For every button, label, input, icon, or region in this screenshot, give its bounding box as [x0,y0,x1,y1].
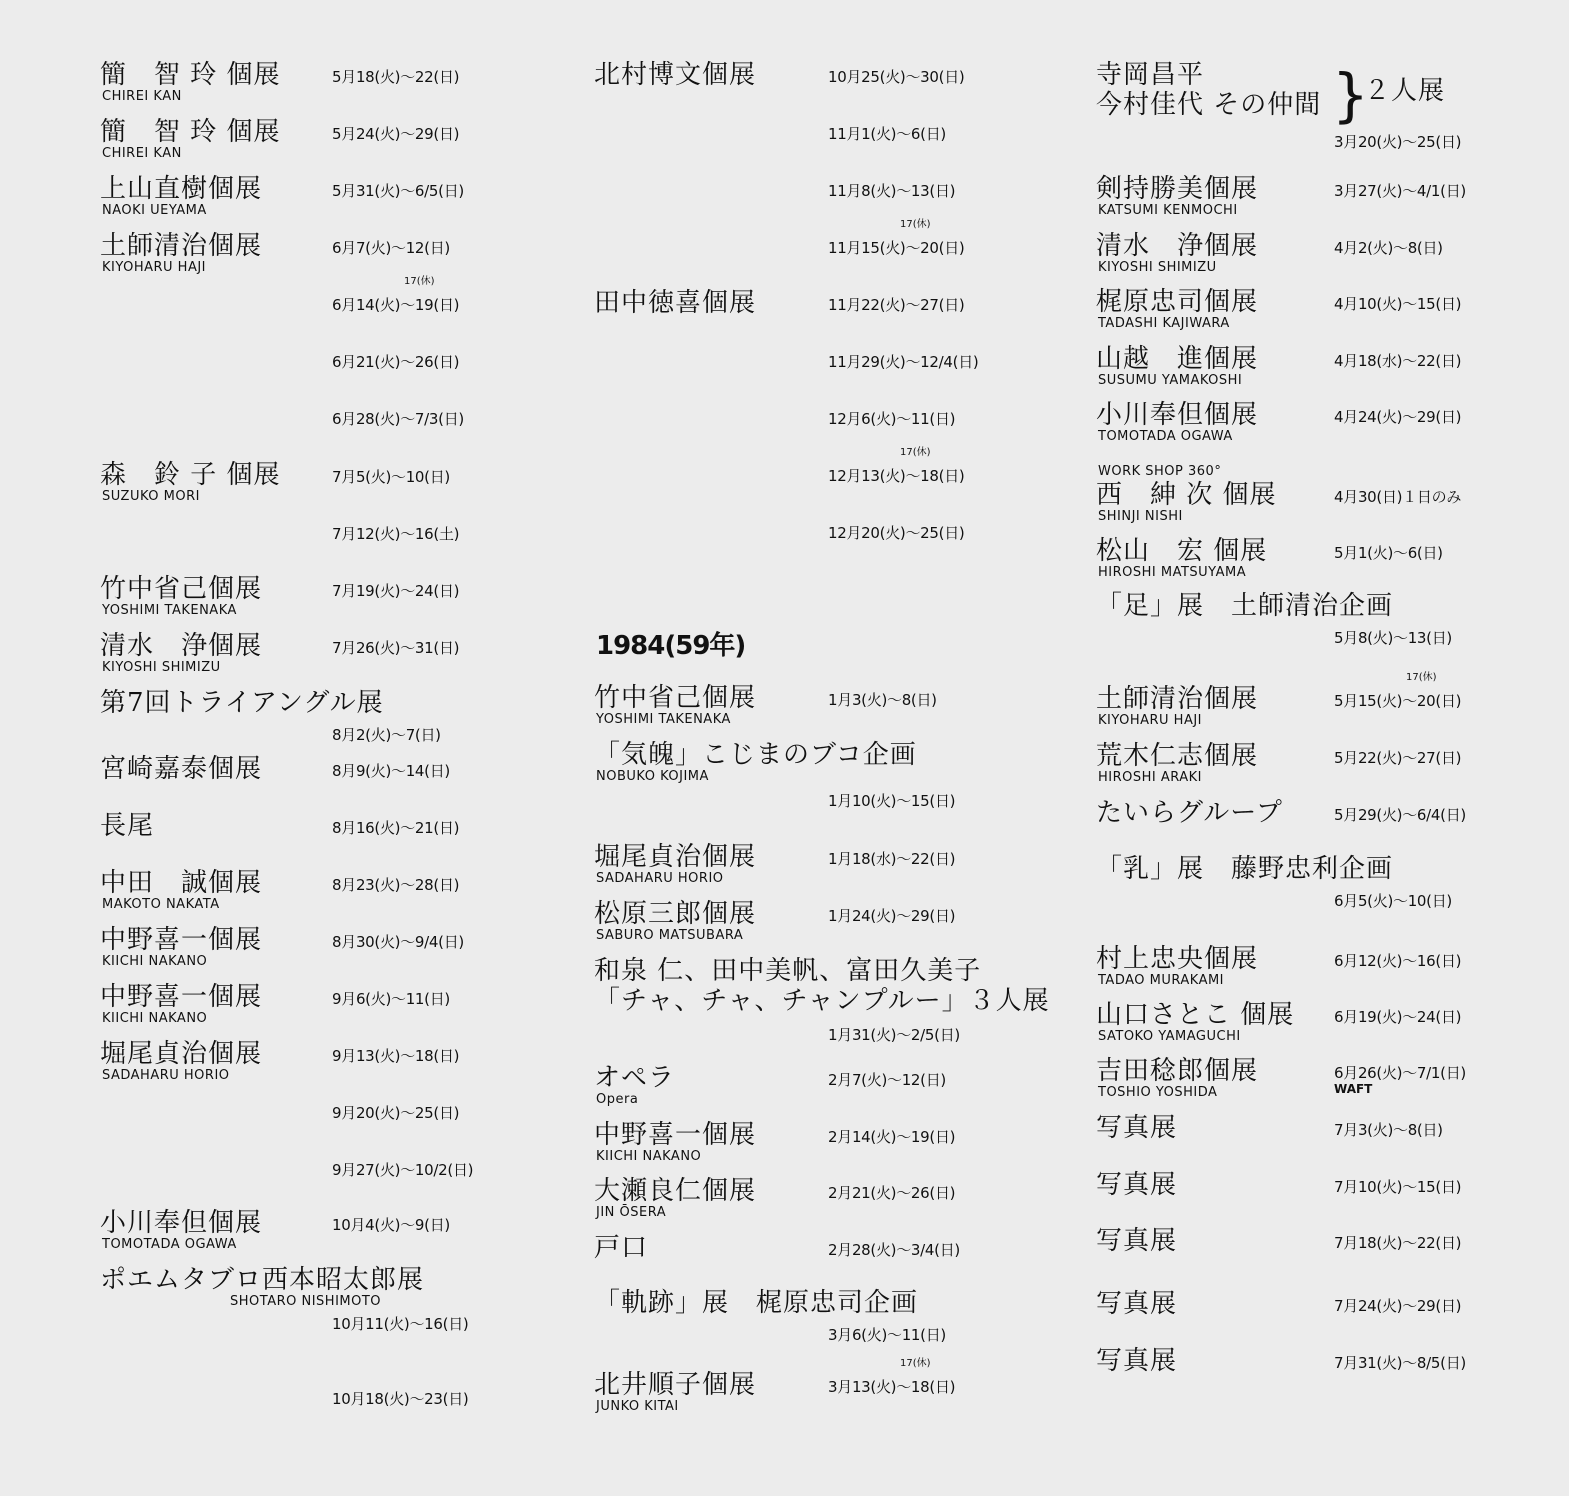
entry-date: 5月22(火)〜27(日) [1334,749,1462,767]
entry-date: 9月27(火)〜10/2(日) [332,1161,474,1179]
entry-romaji: MAKOTO NAKATA [102,897,220,912]
entry-title: 小川奉但個展 [100,1208,263,1238]
entry-date: 1月24(火)〜29(日) [828,907,956,925]
entry-date: 6月19(火)〜24(日) [1334,1008,1462,1026]
duo-line-2: 今村佳代 その仲間 [1096,90,1322,120]
entry-date: 7月12(火)〜16(土) [332,525,460,543]
entry-date: 7月3(火)〜8(日) [1334,1121,1443,1139]
entry-title: 北井順子個展 [594,1370,757,1400]
entry-title: 写真展 [1096,1226,1178,1256]
entry-date: 6月14(火)〜19(日) [332,296,460,314]
entry-romaji: YOSHIMI TAKENAKA [596,712,731,727]
entry-date: 6月26(火)〜7/1(日) [1334,1064,1466,1082]
entry-title: ポエムタブロ西本昭太郎展 [100,1265,425,1295]
entry-date: 11月15(火)〜20(日) [828,239,965,257]
entry-romaji: Opera [596,1092,639,1107]
entry-date: 8月9(火)〜14(日) [332,762,450,780]
entry-date: 6月7(火)〜12(日) [332,239,450,257]
entry-date: 8月2(火)〜7(日) [332,726,441,744]
entry-title: 松原三郎個展 [594,899,757,929]
entry-date: 6月28(火)〜7/3(日) [332,410,464,428]
entry-date: 10月25(火)〜30(日) [828,68,965,86]
entry-date: 2月21(火)〜26(日) [828,1184,956,1202]
entry-title: 簡 智 玲 個展 [100,60,281,90]
entry-date: 11月8(火)〜13(日) [828,182,956,200]
entry-title: 長尾 [100,811,155,841]
entry-title: 松山 宏 個展 [1096,536,1268,566]
entry-date: 8月23(火)〜28(日) [332,876,460,894]
entry-romaji: JUNKO KITAI [596,1399,679,1414]
entry-title: 中野喜一個展 [100,925,263,955]
entry-title: たいらグループ [1096,798,1283,828]
entry-title: 「軌跡」展 梶原忠司企画 [594,1288,919,1318]
entry-romaji: SADAHARU HORIO [596,871,724,886]
brace-glyph: } [1332,61,1369,129]
entry-romaji: CHIREI KAN [102,146,182,161]
entry-holiday-note: 17(休) [1406,672,1437,683]
entry-title: 山越 進個展 [1096,344,1259,374]
entry-date: 12月6(火)〜11(日) [828,410,956,428]
entry-title: 宮崎嘉泰個展 [100,754,263,784]
entry-date: 5月24(火)〜29(日) [332,125,460,143]
entry-romaji: KIYOSHI SHIMIZU [102,660,221,675]
entry-romaji: KIYOHARU HAJI [102,260,207,275]
entry-romaji: TOMOTADA OGAWA [1098,429,1233,444]
entry-date: 5月18(火)〜22(日) [332,68,460,86]
entry-title: 戸口 [594,1233,649,1263]
entry-title: 清水 浄個展 [100,631,263,661]
entry-romaji: HIROSHI ARAKI [1098,770,1203,785]
entry-date: 7月5(火)〜10(日) [332,468,450,486]
entry-romaji: SABURO MATSUBARA [596,928,744,943]
entry-date: 3月6(火)〜11(日) [828,1326,946,1344]
entry-date: 6月21(火)〜26(日) [332,353,460,371]
entry-date: 5月1(火)〜6(日) [1334,544,1443,562]
entry-romaji: HIROSHI MATSUYAMA [1098,565,1247,580]
entry-date: 4月30(日)１日のみ [1334,488,1462,506]
entry-romaji: SATOKO YAMAGUCHI [1098,1029,1241,1044]
entry-romaji: SUZUKO MORI [102,489,200,504]
entry-date: 7月19(火)〜24(日) [332,582,460,600]
entry-date: 5月31(火)〜6/5(日) [332,182,464,200]
entry-date: 8月16(火)〜21(日) [332,819,460,837]
entry-date: 6月12(火)〜16(日) [1334,952,1462,970]
entry-romaji: TOSHIO YOSHIDA [1098,1085,1218,1100]
entry-title: 堀尾貞治個展 [100,1039,263,1069]
entry-title: 中野喜一個展 [100,982,263,1012]
entry-romaji: NOBUKO KOJIMA [596,769,709,784]
entry-date: 11月1(火)〜6(日) [828,125,946,143]
entry-title: 剣持勝美個展 [1096,174,1259,204]
entry-title: 清水 浄個展 [1096,231,1259,261]
entry-date: 4月10(火)〜15(日) [1334,295,1462,313]
entry-title: 西 紳 次 個展 [1096,480,1277,510]
entry-date: 4月24(火)〜29(日) [1334,408,1462,426]
entry-date: 3月27(火)〜4/1(日) [1334,182,1466,200]
entry-romaji: SUSUMU YAMAKOSHI [1098,373,1243,388]
entry-title: 小川奉但個展 [1096,400,1259,430]
entry-venue: WAFT [1334,1082,1373,1096]
entry-date: 9月20(火)〜25(日) [332,1104,460,1122]
entry-title: 土師清治個展 [1096,684,1259,714]
entry-romaji: SHOTARO NISHIMOTO [230,1294,382,1309]
entry-title-line-2: 「チャ、チャ、チャンプルー」３人展 [594,986,1050,1016]
entry-romaji: SADAHARU HORIO [102,1068,230,1083]
entry-holiday-note: 17(休) [900,447,931,458]
entry-date: 10月18(火)〜23(日) [332,1390,469,1408]
entry-date: 11月29(火)〜12/4(日) [828,353,979,371]
entry-title: 和泉 仁、田中美帆、富田久美子 [594,956,982,986]
entry-date: 1月10(火)〜15(日) [828,792,956,810]
entry-title: 村上忠央個展 [1096,944,1259,974]
entry-title: 第7回トライアングル展 [100,688,384,718]
entry-title: 吉田稔郎個展 [1096,1056,1259,1086]
entry-date: 3月20(火)〜25(日) [1334,133,1462,151]
entry-romaji: KATSUMI KENMOCHI [1098,203,1238,218]
entry-title: 簡 智 玲 個展 [100,117,281,147]
entry-date: 7月10(火)〜15(日) [1334,1178,1462,1196]
entry-romaji: YOSHIMI TAKENAKA [102,603,237,618]
entry-romaji: TADAO MURAKAMI [1098,973,1225,988]
entry-title: 荒木仁志個展 [1096,741,1259,771]
entry-title: 梶原忠司個展 [1096,287,1259,317]
duo-line-1: 寺岡昌平 [1096,60,1205,90]
entry-date: 1月31(火)〜2/5(日) [828,1026,960,1044]
entry-date: 12月13(火)〜18(日) [828,467,965,485]
entry-title: 「気魄」こじまのブコ企画 [594,740,917,770]
entry-holiday-note: 17(休) [404,276,435,287]
entry-romaji: TADASHI KAJIWARA [1098,316,1230,331]
entry-date: 12月20(火)〜25(日) [828,524,965,542]
entry-title: 写真展 [1096,1170,1178,1200]
entry-date: 2月7(火)〜12(日) [828,1071,946,1089]
entry-date: 7月26(火)〜31(日) [332,639,460,657]
entry-title: 「乳」展 藤野忠利企画 [1096,854,1394,884]
entry-title: 土師清治個展 [100,231,263,261]
entry-title: 北村博文個展 [594,60,757,90]
entry-date: 4月18(水)〜22(日) [1334,352,1462,370]
entry-romaji: CHIREI KAN [102,89,182,104]
column-2 [594,0,1094,1496]
entry-date: 5月29(火)〜6/4(日) [1334,806,1466,824]
entry-preheading: WORK SHOP 360° [1098,464,1222,479]
entry-date: 1月18(水)〜22(日) [828,850,956,868]
entry-holiday-note: 17(休) [900,1358,931,1369]
entry-romaji: JIN ŌSERA [596,1205,667,1220]
entry-title: 写真展 [1096,1346,1178,1376]
entry-title: 竹中省己個展 [594,683,757,713]
entry-title: 竹中省己個展 [100,574,263,604]
entry-title: オペラ [594,1063,676,1093]
entry-romaji: TOMOTADA OGAWA [102,1237,237,1252]
entry-date: 5月8(火)〜13(日) [1334,629,1452,647]
entry-title: 中田 誠個展 [100,868,263,898]
entry-date: 10月4(火)〜9(日) [332,1216,450,1234]
entry-date: 7月24(火)〜29(日) [1334,1297,1462,1315]
entry-romaji: NAOKI UEYAMA [102,203,207,218]
entry-date: 9月13(火)〜18(日) [332,1047,460,1065]
entry-title: 上山直樹個展 [100,174,263,204]
entry-romaji: KIYOSHI SHIMIZU [1098,260,1217,275]
year-heading: 1984(59年) [596,631,746,661]
entry-title: 山口さとこ 個展 [1096,1000,1295,1030]
duo-label: ２人展 [1364,76,1446,106]
entry-date: 4月2(火)〜8(日) [1334,239,1443,257]
entry-title: 中野喜一個展 [594,1120,757,1150]
entry-date: 9月6(火)〜11(日) [332,990,450,1008]
entry-title: 「足」展 土師清治企画 [1096,591,1394,621]
entry-romaji: SHINJI NISHI [1098,509,1183,524]
entry-date: 7月31(火)〜8/5(日) [1334,1354,1466,1372]
entry-date: 6月5(火)〜10(日) [1334,892,1452,910]
entry-holiday-note: 17(休) [900,219,931,230]
entry-title: 堀尾貞治個展 [594,842,757,872]
entry-romaji: KIICHI NAKANO [596,1149,702,1164]
entry-date: 3月13(火)〜18(日) [828,1378,956,1396]
entry-title: 写真展 [1096,1289,1178,1319]
entry-title: 田中徳喜個展 [594,288,757,318]
entry-romaji: KIICHI NAKANO [102,1011,208,1026]
entry-date: 10月11(火)〜16(日) [332,1315,469,1333]
column-3 [1096,0,1569,1496]
entry-title: 森 鈴 子 個展 [100,460,281,490]
entry-date: 7月18(火)〜22(日) [1334,1234,1462,1252]
entry-date: 1月3(火)〜8(日) [828,691,937,709]
column-1 [100,0,600,1496]
entry-date: 2月14(火)〜19(日) [828,1128,956,1146]
entry-title: 大瀬良仁個展 [594,1176,757,1206]
entry-title: 写真展 [1096,1113,1178,1143]
entry-romaji: KIYOHARU HAJI [1098,713,1203,728]
entry-date: 8月30(火)〜9/4(日) [332,933,464,951]
entry-date: 5月15(火)〜20(日) [1334,692,1462,710]
entry-romaji: KIICHI NAKANO [102,954,208,969]
entry-date: 2月28(火)〜3/4(日) [828,1241,960,1259]
entry-date: 11月22(火)〜27(日) [828,296,965,314]
